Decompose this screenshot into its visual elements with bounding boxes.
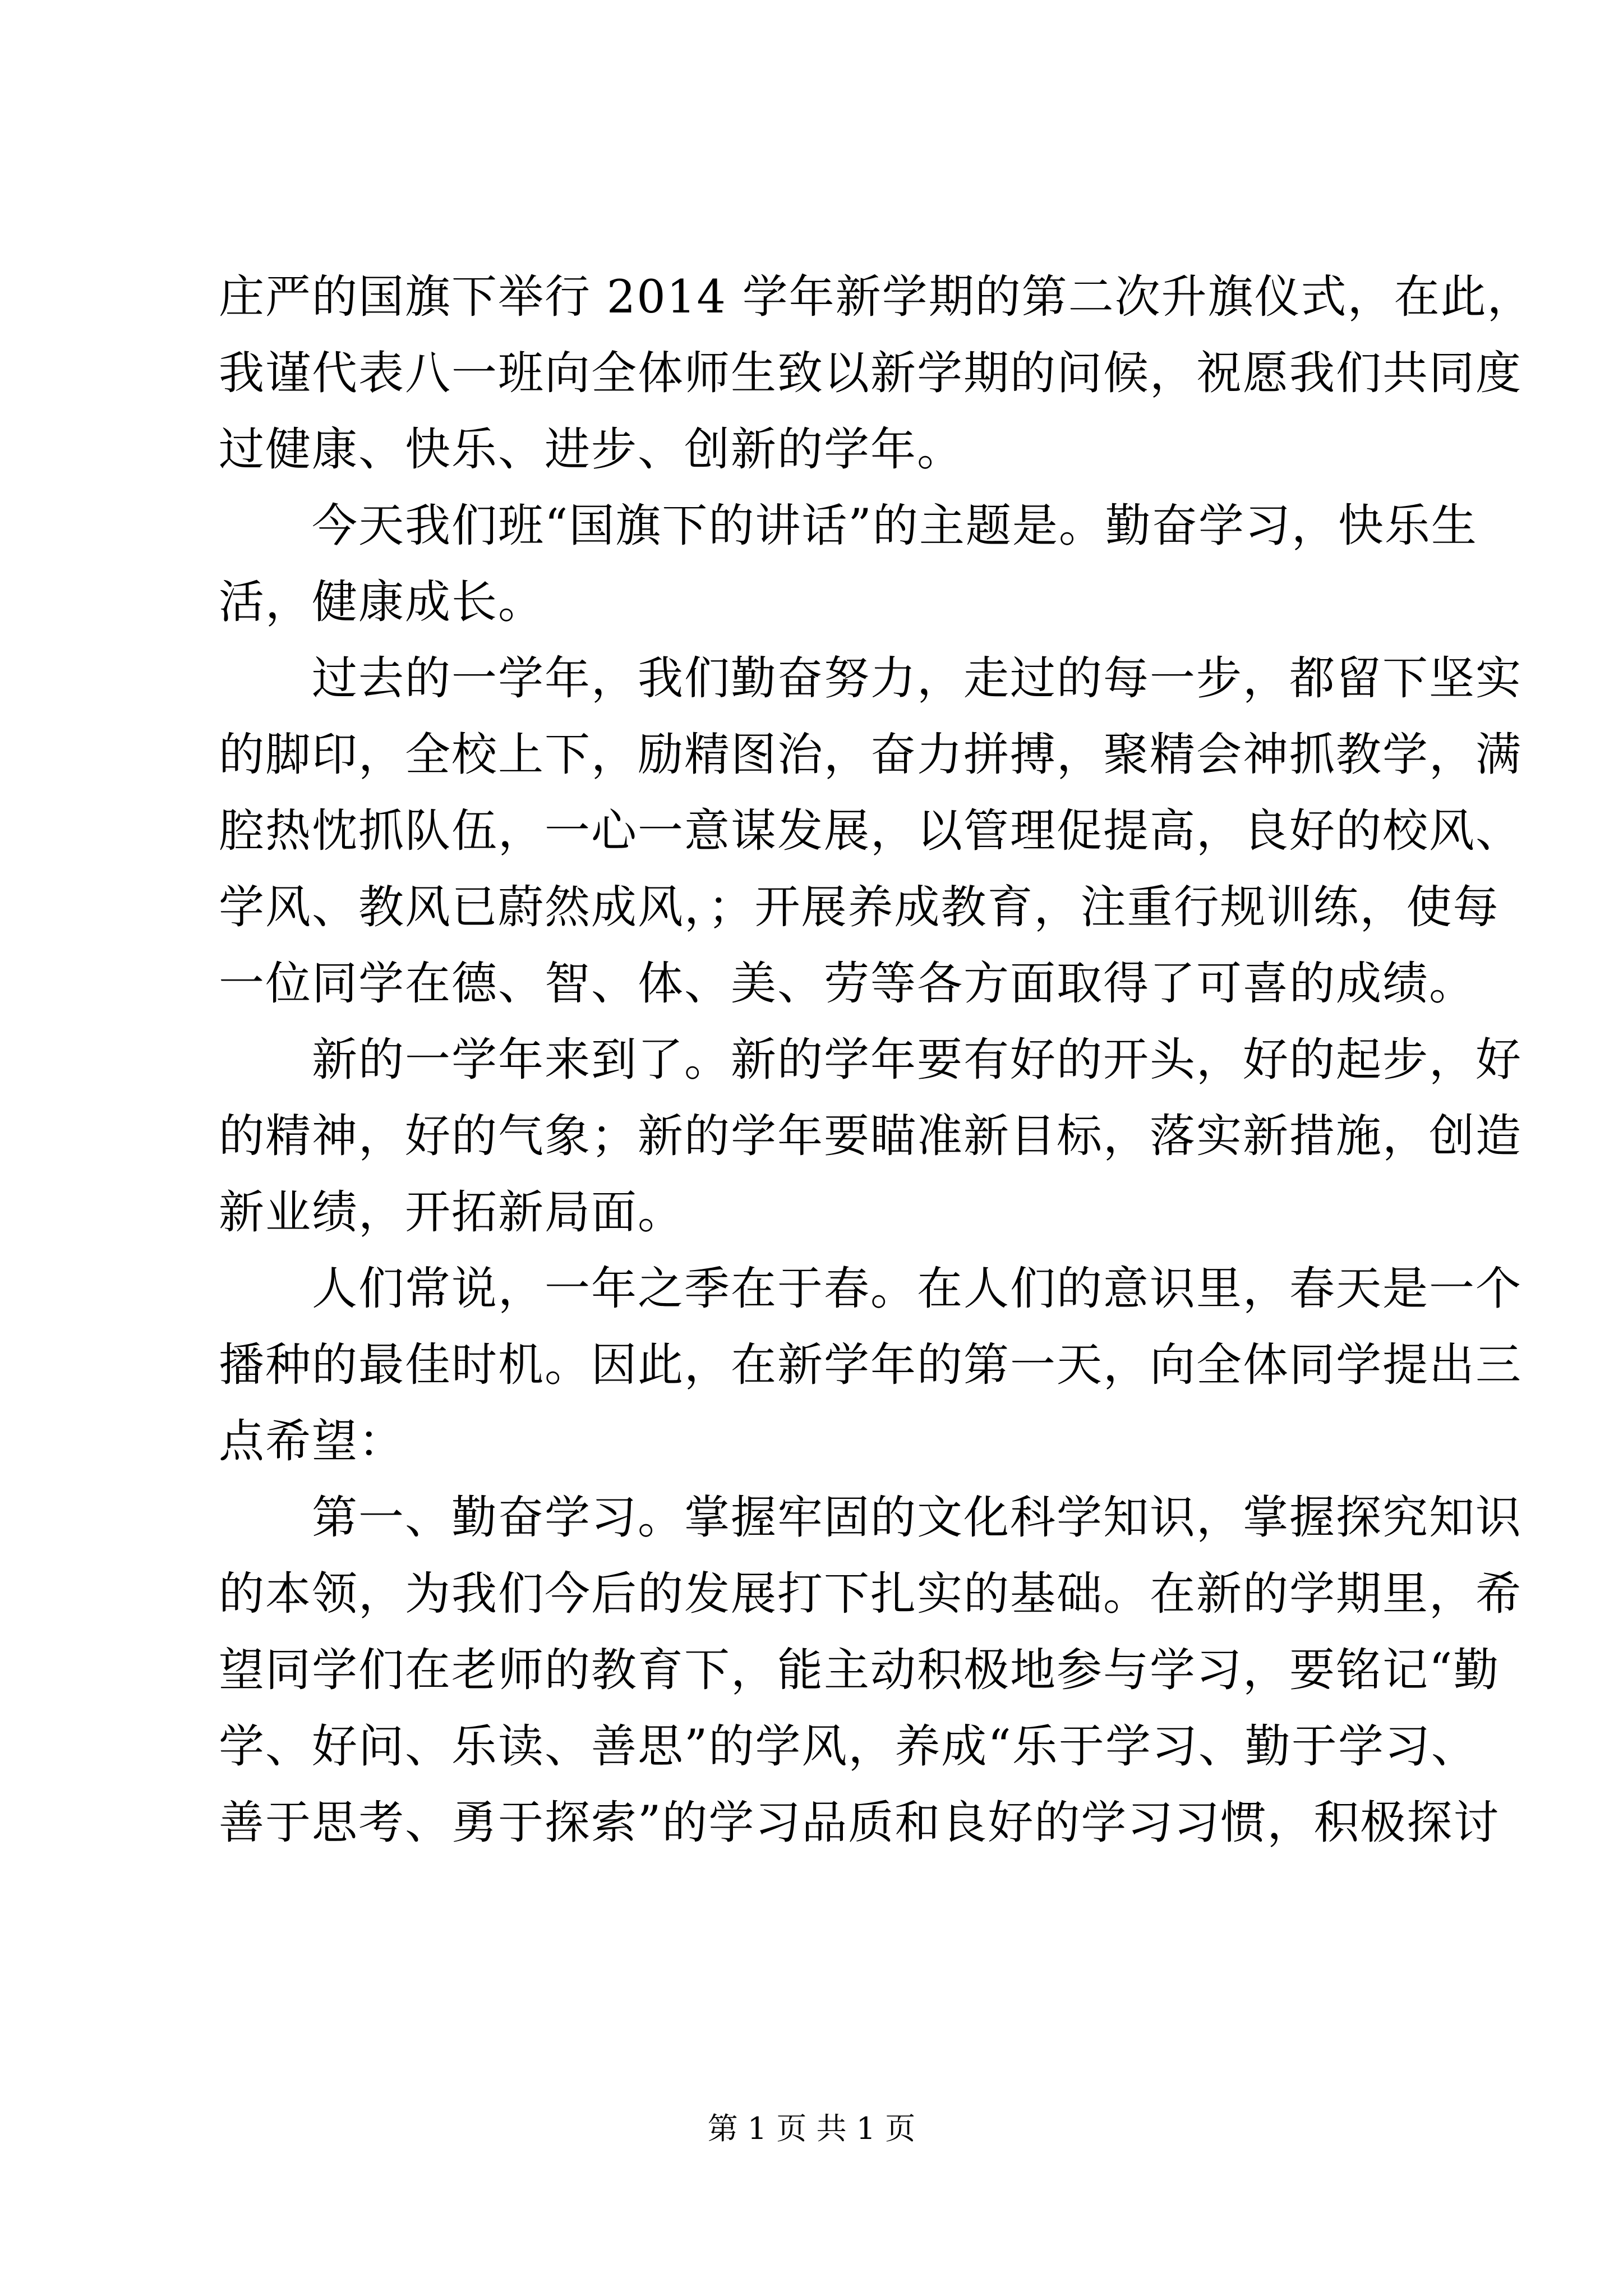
text-line: 善于思考、勇于探索”的学习品质和良好的学习习惯，积极探讨: [219, 1797, 1500, 1849]
page-footer: 第 1 页 共 1 页: [707, 2111, 916, 2146]
text-line: 一位同学在德、智、体、美、劳等各方面取得了可喜的成绩。: [219, 958, 1476, 1010]
text-line: 今天我们班“国旗下的讲话”的主题是。勤奋学习，快乐生: [219, 500, 1478, 553]
text-line: 学、好问、乐读、善思”的学风，养成“乐于学习、勤于学习、: [219, 1720, 1478, 1773]
text-line: 望同学们在老师的教育下，能主动积极地参与学习，要铭记“勤: [219, 1644, 1500, 1697]
text-line: 新的一学年来到了。新的学年要有好的开头，好的起步，好: [219, 1034, 1523, 1087]
text-line: 的本领，为我们今后的发展打下扎实的基础。在新的学期里，希: [219, 1568, 1523, 1621]
text-line: 过去的一学年，我们勤奋努力，走过的每一步，都留下坚实: [219, 652, 1523, 705]
text-line: 庄严的国旗下举行 2014 学年新学期的第二次升旗仪式，在此，: [219, 271, 1534, 324]
text-line: 点希望：: [219, 1415, 405, 1468]
text-line: 我谨代表八一班向全体师生致以新学期的问候，祝愿我们共同度: [219, 347, 1523, 400]
text-line: 过健康、快乐、进步、创新的学年。: [219, 424, 964, 476]
text-line: 的脚印，全校上下，励精图治，奋力拼搏，聚精会神抓教学，满: [219, 729, 1523, 781]
text-line: 第一、勤奋学习。掌握牢固的文化科学知识，掌握探究知识: [219, 1492, 1523, 1544]
text-line: 的精神，好的气象；新的学年要瞄准新目标，落实新措施，创造: [219, 1110, 1523, 1163]
text-line: 活，健康成长。: [219, 576, 545, 629]
text-line: 新业绩，开拓新局面。: [219, 1186, 685, 1239]
text-line: 人们常说，一年之季在于春。在人们的意识里，春天是一个: [219, 1263, 1523, 1315]
text-line: 学风、教风已蔚然成风，；开展养成教育，注重行规训练，使每: [219, 881, 1500, 934]
document-body: [219, 259, 1534, 1861]
text-line: 腔热忱抓队伍，一心一意谋发展，以管理促提高，良好的校风、: [219, 805, 1523, 858]
text-line: 播种的最佳时机。因此，在新学年的第一天，向全体同学提出三: [219, 1339, 1523, 1392]
